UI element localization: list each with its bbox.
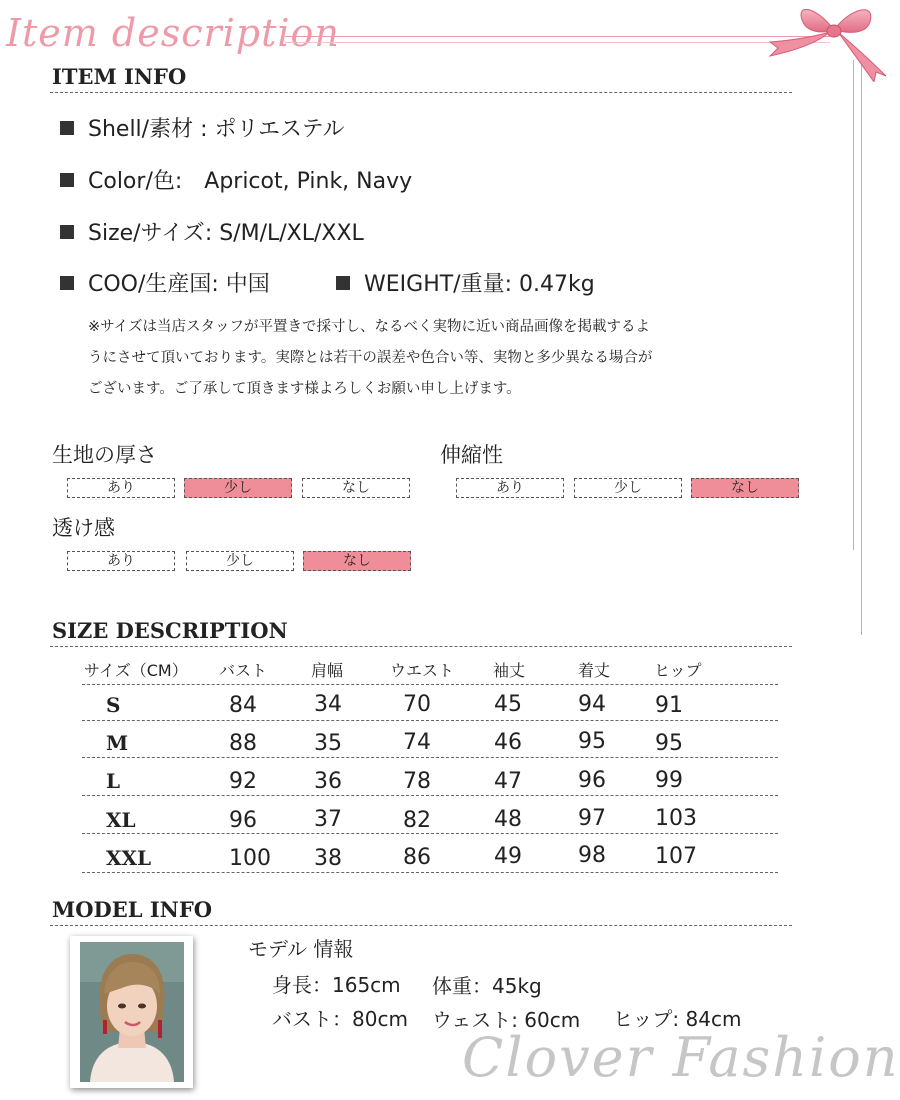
size-table-rule <box>82 872 778 873</box>
bullet-square-icon <box>60 121 74 135</box>
size-header-hip: ヒップ <box>654 661 702 680</box>
size-cell: 35 <box>314 731 342 756</box>
size-cell: 82 <box>403 808 431 833</box>
size-description-divider <box>50 646 792 647</box>
size-row-label: XL <box>106 808 136 832</box>
thickness-option-sukoshi: 少し <box>184 478 292 498</box>
size-row-label: XXL <box>106 846 152 870</box>
item-coo-row <box>60 270 270 300</box>
size-cell: 36 <box>314 769 342 794</box>
bullet-square-icon <box>60 225 74 239</box>
item-info-title: ITEM INFO <box>52 64 187 89</box>
model-portrait-image <box>70 936 193 1088</box>
sheer-option-nashi: なし <box>303 551 411 571</box>
size-row-label: S <box>106 693 121 717</box>
model-weight: 体重：45kg <box>432 974 542 998</box>
size-cell: 88 <box>229 731 257 756</box>
model-height: 身長：165cm <box>272 973 401 997</box>
size-description-title: SIZE DESCRIPTION <box>52 618 288 643</box>
size-cell: 91 <box>655 693 683 718</box>
ribbon-line-right <box>861 60 862 635</box>
size-header-size: サイズ（CM） <box>84 661 188 680</box>
sheer-option-ari: あり <box>67 551 175 571</box>
size-cell: 98 <box>578 843 606 868</box>
header-rule <box>285 36 830 37</box>
model-hip: ヒップ: 84cm <box>613 1007 742 1031</box>
item-weight-row <box>336 270 595 300</box>
size-header-waist: ウエスト <box>390 661 455 680</box>
size-cell: 84 <box>229 693 257 718</box>
thickness-option-nashi: なし <box>302 478 410 498</box>
size-table-rule <box>82 795 778 796</box>
item-note-line: ございます。ご了承して頂きます様よろしくお願い申し上げます。 <box>88 381 521 397</box>
bullet-square-icon <box>60 276 74 290</box>
item-color-text: Color/色: Apricot, Pink, Navy <box>88 169 413 194</box>
size-row-label: M <box>106 731 129 755</box>
bullet-square-icon <box>60 173 74 187</box>
size-cell: 92 <box>229 769 257 794</box>
model-photo <box>70 936 193 1088</box>
size-cell: 95 <box>655 731 683 756</box>
size-cell: 48 <box>494 807 522 832</box>
size-cell: 86 <box>403 845 431 870</box>
model-waist: ウェスト: 60cm <box>432 1008 581 1032</box>
size-cell: 49 <box>494 844 522 869</box>
model-bust: バスト：80cm <box>272 1007 408 1031</box>
size-cell: 97 <box>578 806 606 831</box>
stretch-label: 伸縮性 <box>440 443 503 467</box>
item-info-divider <box>50 92 792 93</box>
item-color-row <box>60 167 412 197</box>
thickness-option-ari: あり <box>67 478 175 498</box>
size-header-length: 着丈 <box>578 661 611 680</box>
bullet-square-icon <box>336 276 350 290</box>
size-cell: 95 <box>578 729 606 754</box>
header-rule-secondary <box>285 42 830 43</box>
size-cell: 107 <box>655 844 697 869</box>
size-cell: 99 <box>655 768 683 793</box>
size-table-rule <box>82 720 778 721</box>
size-cell: 96 <box>229 808 257 833</box>
model-info-heading: モデル 情報 <box>248 937 354 961</box>
size-cell: 47 <box>494 769 522 794</box>
ribbon-bow-icon <box>768 2 900 82</box>
size-cell: 38 <box>314 846 342 871</box>
page-header-title: Item description <box>6 11 340 55</box>
size-cell: 94 <box>578 692 606 717</box>
stretch-option-ari: あり <box>456 478 564 498</box>
item-shell-text: Shell/素材 : ポリエステル <box>88 117 345 142</box>
size-cell: 70 <box>403 692 431 717</box>
item-coo-text: COO/生産国: 中国 <box>88 272 270 297</box>
size-cell: 46 <box>494 730 522 755</box>
item-shell-row <box>60 115 345 145</box>
thickness-label: 生地の厚さ <box>52 443 157 467</box>
brand-watermark: Clover Fashion <box>462 1026 900 1089</box>
stretch-option-nashi: なし <box>691 478 799 498</box>
size-table-rule <box>82 684 778 685</box>
item-weight-text: WEIGHT/重量: 0.47kg <box>364 272 595 297</box>
size-row-label: L <box>106 769 121 793</box>
size-cell: 34 <box>314 692 342 717</box>
size-cell: 103 <box>655 806 697 831</box>
model-info-title: MODEL INFO <box>52 897 213 922</box>
item-note-line: ※サイズは当店スタッフが平置きで採寸し、なるべく実物に近い商品画像を掲載するよ <box>88 319 650 335</box>
item-size-text: Size/サイズ: S/M/L/XL/XXL <box>88 221 364 246</box>
ribbon-line-left <box>853 60 854 550</box>
size-cell: 45 <box>494 692 522 717</box>
size-cell: 74 <box>403 730 431 755</box>
sheer-label: 透け感 <box>52 516 115 540</box>
item-note <box>88 312 808 405</box>
size-cell: 100 <box>229 846 271 871</box>
item-size-row <box>60 219 364 249</box>
item-note-line: うにさせて頂いております。実際とは若干の誤差や色合い等、実物と多少異なる場合が <box>88 350 653 366</box>
size-header-sleeve: 袖丈 <box>493 661 526 680</box>
size-header-bust: バスト <box>219 661 268 680</box>
size-table-rule <box>82 833 778 834</box>
sheer-option-sukoshi: 少し <box>186 551 294 571</box>
size-header-shoulder: 肩幅 <box>311 661 344 680</box>
model-info-divider <box>50 925 792 926</box>
size-cell: 96 <box>578 768 606 793</box>
size-cell: 78 <box>403 769 431 794</box>
size-table-rule <box>82 757 778 758</box>
size-cell: 37 <box>314 807 342 832</box>
stretch-option-sukoshi: 少し <box>574 478 682 498</box>
